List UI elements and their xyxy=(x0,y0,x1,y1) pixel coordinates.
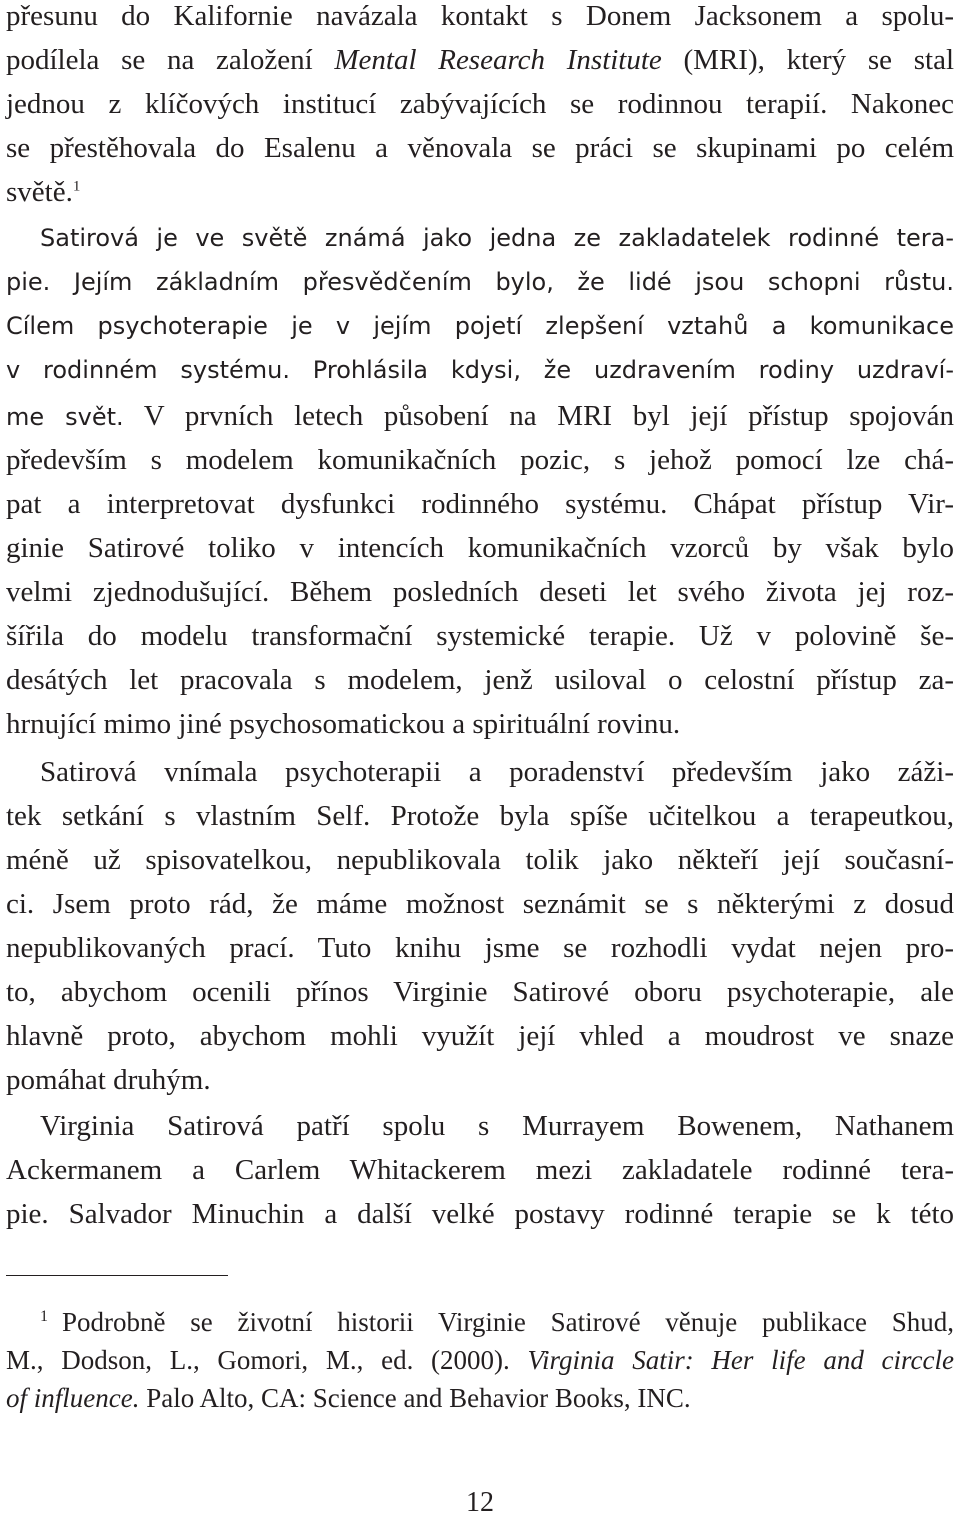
text-line: velmi zjednodušující. Během posledních deseti let svého života jej roz- xyxy=(6,576,954,608)
footnote-book-title: Virginia Satir: Her life and circcle xyxy=(527,1345,955,1375)
text-line: ci. Jsem proto rád, že máme možnost seznámit se s některými z dosud xyxy=(6,888,954,920)
text-fragment: me svět. xyxy=(6,403,124,431)
text-line: pie. Jejím základním přesvědčením bylo, že lidé jsou schopni růstu. xyxy=(6,268,954,296)
text-line: jednou z klíčových institucí zabývajících se rodinnou terapií. Nakonec xyxy=(6,88,954,120)
text-line xyxy=(6,38,954,82)
text-line: Satirová je ve světě známá jako jedna ze zakladatelek rodinné tera- xyxy=(40,224,954,252)
text-line: nepublikovaných prací. Tuto knihu jsme se rozhodli vydat nejen pro- xyxy=(6,932,954,964)
footnote-book-title: of influence. xyxy=(6,1383,140,1413)
text-line: pie. Salvador Minuchin a další velké postavy rodinné terapie se k této xyxy=(6,1198,954,1230)
text-line: především s modelem komunikačních pozic, s jehož pomocí lze chá- xyxy=(6,444,954,476)
footnote-text: Podrobně se životní historii Virginie Satirové věnuje publikace Shud, xyxy=(62,1307,954,1337)
footnote-line xyxy=(6,1302,954,1342)
text-line: desátých let pracovala s modelem, jenž usiloval o celostní přístup za- xyxy=(6,664,954,696)
text-line: méně už spisovatelkou, nepublikovala tolik jako někteří její současní- xyxy=(6,844,954,876)
footnote-line xyxy=(6,1340,954,1380)
text-line: to, abychom ocenili přínos Virginie Satirové oboru psychoterapie, ale xyxy=(6,976,954,1008)
text-fragment: (MRI), který se stal xyxy=(661,44,955,76)
text-line: pat a interpretovat dysfunkci rodinného systému. Chápat přístup Vir- xyxy=(6,488,954,520)
italic-institute-name: Mental Research Institute xyxy=(334,44,662,76)
text-line: pomáhat druhým. xyxy=(6,1064,211,1096)
text-line: šířila do modelu transformační systemické terapie. Už v polovině še- xyxy=(6,620,954,652)
text-line xyxy=(6,394,954,438)
text-line: Ackermanem a Carlem Whitackerem mezi zakladatele rodinné tera- xyxy=(6,1154,954,1186)
text-fragment: světě. xyxy=(6,176,73,208)
text-line: tek setkání s vlastním Self. Protože byla spíše učitelkou a terapeutkou, xyxy=(6,800,954,832)
text-line: Virginia Satirová patří spolu s Murrayem Bowenem, Nathanem xyxy=(40,1110,954,1142)
text-line: přesunu do Kalifornie navázala kontakt s Donem Jacksonem a spolu- xyxy=(6,0,954,32)
text-fragment: V prvních letech působení na MRI byl její přístup spojován xyxy=(143,400,954,432)
footnote-reference[interactable]: 1 xyxy=(72,178,81,195)
text-line: se přestěhovala do Esalenu a věnovala se práci se skupinami po celém xyxy=(6,132,954,164)
text-line: hrnující mimo jiné psychosomatickou a spirituální rovinu. xyxy=(6,708,681,740)
footnote-text: Palo Alto, CA: Science and Behavior Books, INC. xyxy=(139,1383,691,1413)
footnote-separator xyxy=(6,1275,228,1276)
text-line: ginie Satirové toliko v intencích komunikačních vzorců by však bylo xyxy=(6,532,954,564)
text-line: v rodinném systému. Prohlásila kdysi, že uzdravením rodiny uzdraví- xyxy=(6,356,954,384)
footnote-line xyxy=(6,1378,954,1418)
text-line xyxy=(6,170,954,214)
text-line: hlavně proto, abychom mohli využít její vhled a moudrost ve snaze xyxy=(6,1020,954,1052)
footnote-number: 1 xyxy=(40,1308,48,1325)
page-number: 12 xyxy=(466,1487,494,1518)
text-line: Satirová vnímala psychoterapii a poradenství především jako záži- xyxy=(40,756,954,788)
text-fragment: podílela se na založení xyxy=(6,44,335,76)
text-line: Cílem psychoterapie je v jejím pojetí zlepšení vztahů a komunikace xyxy=(6,312,954,340)
footnote-text: M., Dodson, L., Gomori, M., ed. (2000). xyxy=(6,1345,528,1375)
